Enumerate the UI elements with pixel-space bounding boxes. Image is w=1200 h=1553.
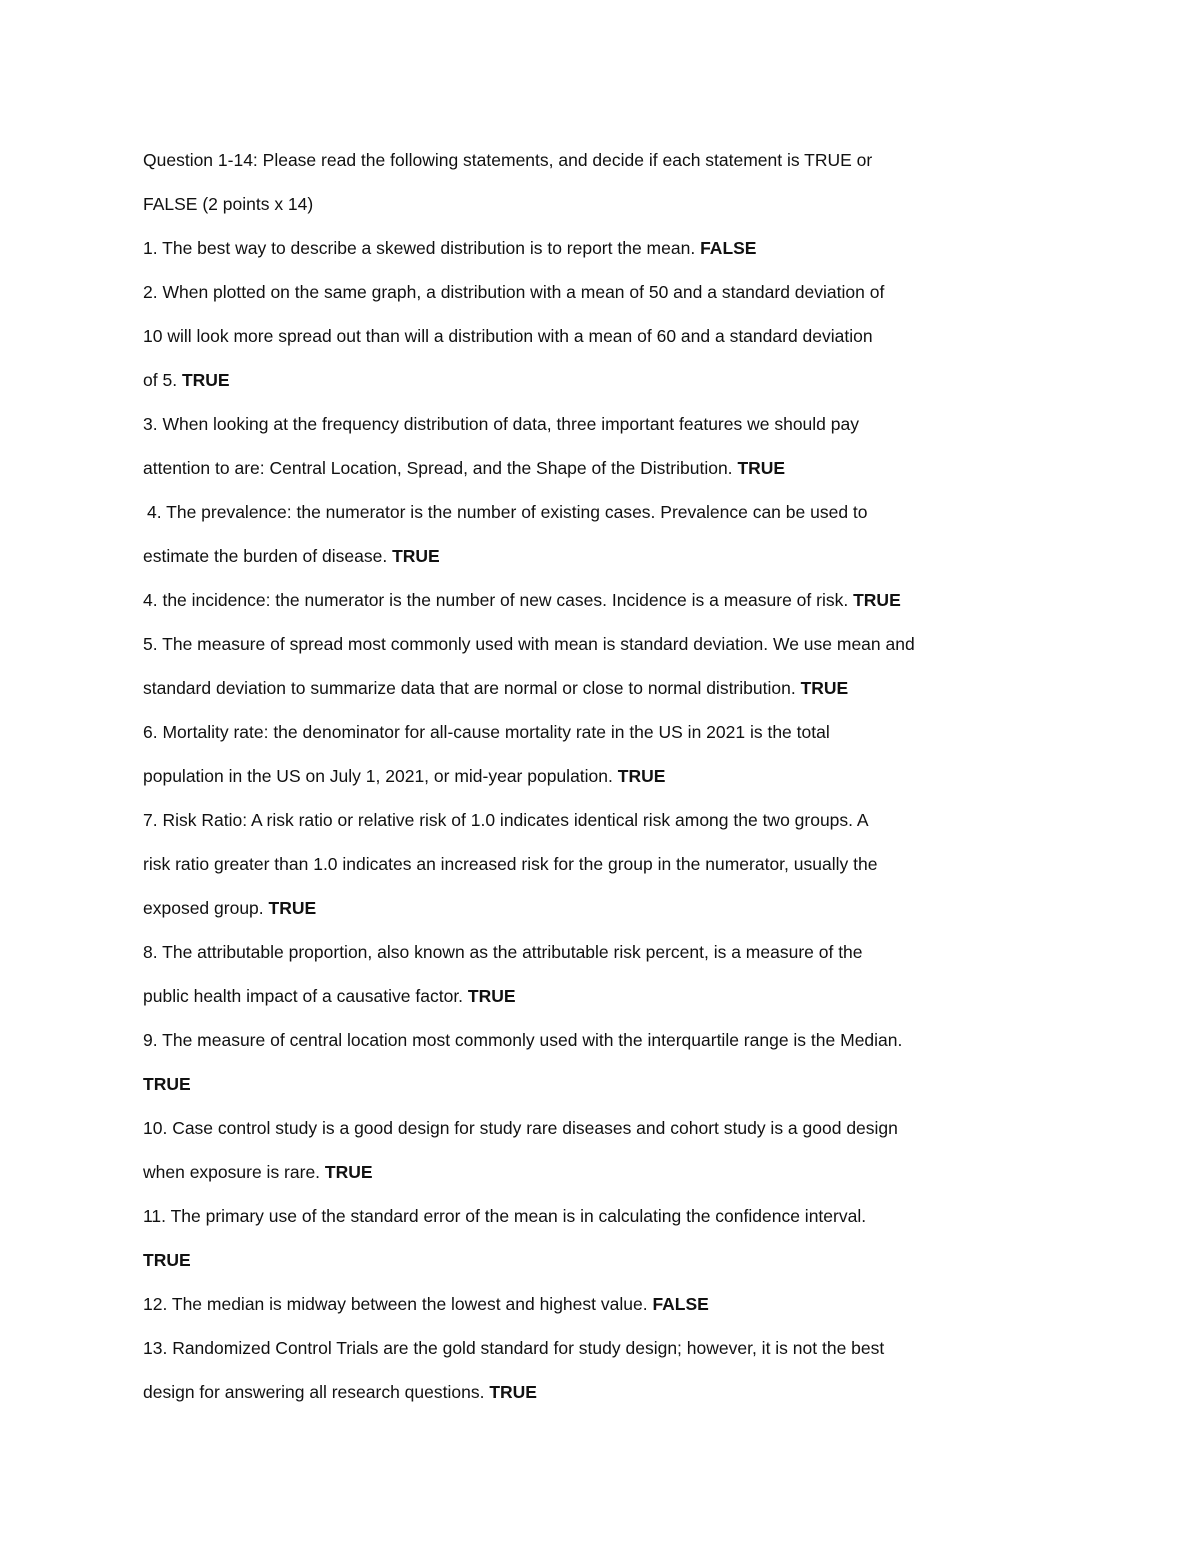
statement-line: 4. The prevalence: the numerator is the number of existing cases. Prevalence can be used to — [147, 502, 868, 522]
statement-11 — [143, 1194, 1043, 1282]
statement-line: 5. The measure of spread most commonly used with mean is standard deviation. We use mean and — [143, 634, 915, 654]
statement-2 — [143, 270, 1043, 402]
answer-label: FALSE — [700, 238, 757, 258]
statement-line: 11. The primary use of the standard error of the mean is in calculating the confidence interval. — [143, 1206, 867, 1226]
answer-label: TRUE — [489, 1382, 537, 1402]
statement-line — [143, 754, 1043, 798]
statement-line — [143, 578, 1043, 622]
statement-5 — [143, 622, 1043, 710]
statement-text: public health impact of a causative factor. — [143, 986, 464, 1006]
answer-label: TRUE — [737, 458, 786, 478]
statement-line — [143, 446, 1043, 490]
statement-line — [143, 666, 1043, 710]
statement-text: when exposure is rare. — [143, 1162, 321, 1182]
statement-line — [143, 1062, 1043, 1106]
statement-line — [143, 1282, 1043, 1326]
statement-line — [143, 358, 1043, 402]
statement-6 — [143, 710, 1043, 798]
statement-line: 13. Randomized Control Trials are the gold standard for study design; however, it is not the best — [143, 1338, 885, 1358]
statement-line — [143, 974, 1043, 1018]
statement-line — [143, 1370, 1043, 1414]
intro-line-1: Question 1-14: Please read the following statements, and decide if each statement is TRUE or — [143, 150, 873, 170]
statement-line: 10 will look more spread out than will a distribution with a mean of 60 and a standard deviation — [143, 326, 873, 346]
statement-4-prevalence — [143, 490, 1043, 578]
statement-line — [143, 886, 1043, 930]
statement-text: estimate the burden of disease. — [143, 546, 388, 566]
statement-line: 10. Case control study is a good design for study rare diseases and cohort study is a good design — [143, 1118, 898, 1138]
statement-3 — [143, 402, 1043, 490]
statement-7 — [143, 798, 1043, 930]
answer-label: TRUE — [143, 1250, 191, 1270]
statement-text: of 5. — [143, 370, 178, 390]
statement-line — [143, 1238, 1043, 1282]
statement-line: risk ratio greater than 1.0 indicates an increased risk for the group in the numerator, usually the — [143, 854, 878, 874]
statement-line: 6. Mortality rate: the denominator for all-cause mortality rate in the US in 2021 is the total — [143, 722, 830, 742]
statement-text: 1. The best way to describe a skewed distribution is to report the mean. — [143, 238, 696, 258]
statement-line: 3. When looking at the frequency distribution of data, three important features we should pay — [143, 414, 859, 434]
statement-10 — [143, 1106, 1043, 1194]
statement-12 — [143, 1282, 1043, 1326]
document-body — [143, 138, 1043, 1414]
statement-text: standard deviation to summarize data that are normal or close to normal distribution. — [143, 678, 796, 698]
statement-line: 9. The measure of central location most commonly used with the interquartile range is the Median. — [143, 1030, 903, 1050]
statement-text: attention to are: Central Location, Spread, and the Shape of the Distribution. — [143, 458, 733, 478]
answer-label: TRUE — [324, 1162, 373, 1182]
statement-text: design for answering all research questions. — [143, 1382, 485, 1402]
answer-label: TRUE — [467, 986, 516, 1006]
statement-line: 7. Risk Ratio: A risk ratio or relative risk of 1.0 indicates identical risk among the two groups. A — [143, 810, 869, 830]
statement-line — [143, 534, 1043, 578]
statement-9 — [143, 1018, 1043, 1106]
answer-label: TRUE — [800, 678, 849, 698]
statement-line: 8. The attributable proportion, also known as the attributable risk percent, is a measure of the — [143, 942, 863, 962]
statement-line — [143, 1150, 1043, 1194]
answer-label: TRUE — [268, 898, 317, 918]
answer-label: FALSE — [652, 1294, 709, 1314]
statement-text: exposed group. — [143, 898, 264, 918]
statement-13 — [143, 1326, 1043, 1414]
statement-line — [143, 226, 1043, 270]
answer-label: TRUE — [143, 1074, 191, 1094]
statement-1 — [143, 226, 1043, 270]
answer-label: TRUE — [181, 370, 230, 390]
intro-line-2: FALSE (2 points x 14) — [143, 194, 314, 214]
statement-4-incidence — [143, 578, 1043, 622]
statement-line: 2. When plotted on the same graph, a distribution with a mean of 50 and a standard deviation of — [143, 282, 885, 302]
statement-text: 4. the incidence: the numerator is the number of new cases. Incidence is a measure of risk. — [143, 590, 849, 610]
answer-label: TRUE — [853, 590, 901, 610]
answer-label: TRUE — [617, 766, 666, 786]
statement-8 — [143, 930, 1043, 1018]
statement-text: population in the US on July 1, 2021, or mid-year population. — [143, 766, 613, 786]
answer-label: TRUE — [392, 546, 440, 566]
statement-text: 12. The median is midway between the lowest and highest value. — [143, 1294, 648, 1314]
